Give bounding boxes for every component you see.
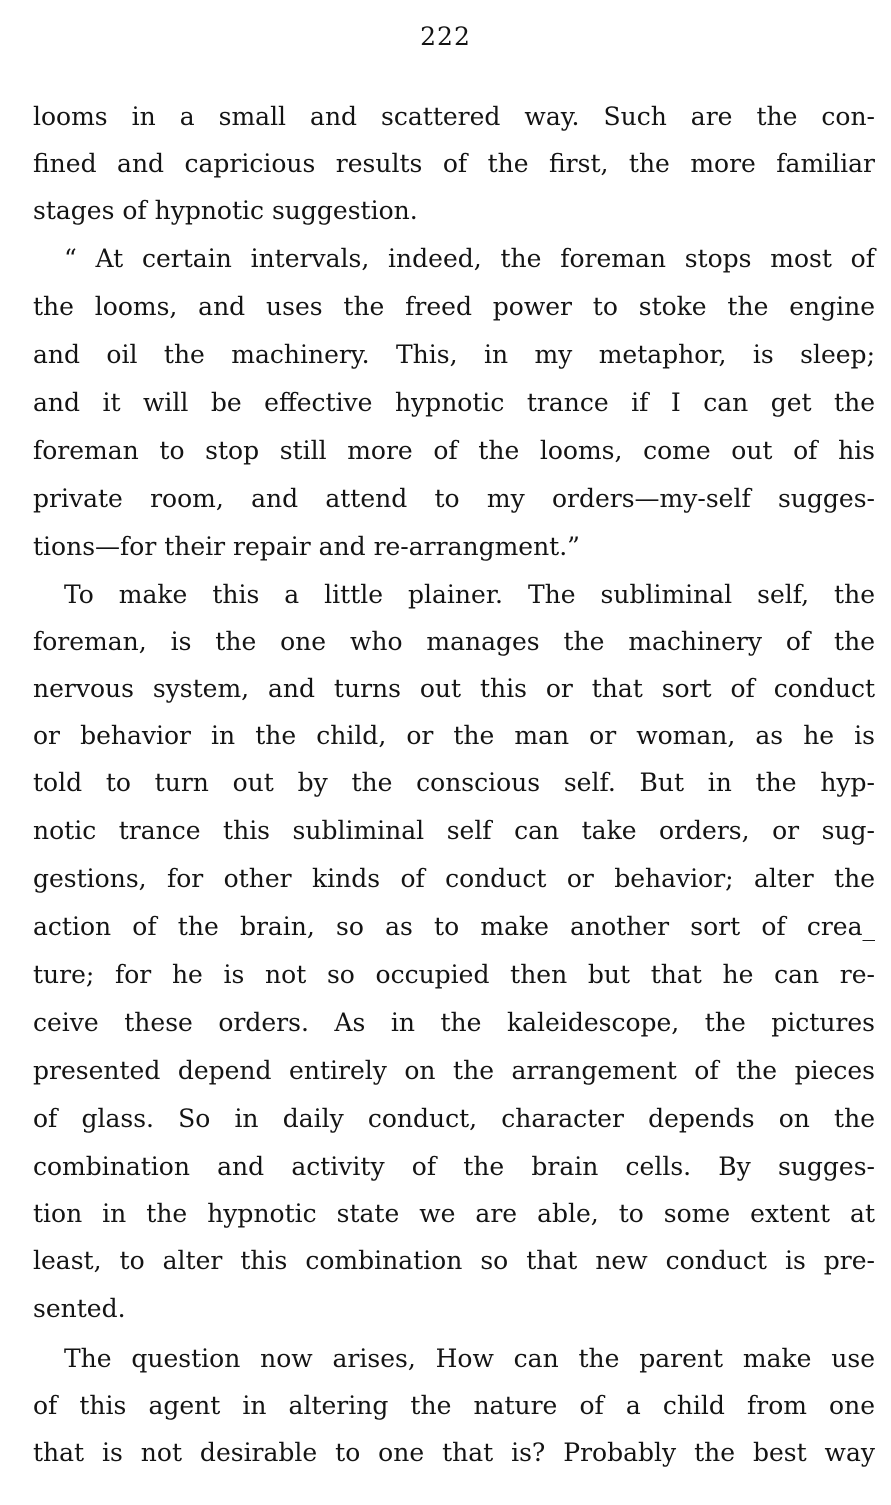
text-line: “ At certain intervals, indeed, the foreman stops most of	[64, 244, 875, 273]
text-line: that is not desirable to one that is? Probably the best way	[33, 1438, 875, 1467]
text-line: combination and activity of the brain cells. By sugges-	[33, 1152, 875, 1181]
text-line: looms in a small and scattered way. Such are the con-	[33, 102, 875, 131]
text-line: the looms, and uses the freed power to stoke the engine	[33, 292, 875, 321]
text-line: of glass. So in daily conduct, character depends on the	[33, 1104, 875, 1133]
text-line: The question now arises, How can the parent make use	[64, 1344, 875, 1373]
text-line: tions—for their repair and re-arrangment.”	[33, 532, 580, 561]
text-line: ture; for he is not so occupied then but that he can re-	[33, 960, 875, 989]
text-line: fined and capricious results of the first, the more familiar	[33, 149, 875, 178]
text-line: or behavior in the child, or the man or woman, as he is	[33, 721, 875, 750]
text-line: foreman to stop still more of the looms, come out of his	[33, 436, 875, 465]
page-number: 222	[420, 22, 471, 51]
text-line: ceive these orders. As in the kaleidescope, the pictures	[33, 1008, 875, 1037]
text-line: and oil the machinery. This, in my metaphor, is sleep;	[33, 340, 875, 369]
text-line: stages of hypnotic suggestion.	[33, 196, 418, 225]
text-line: tion in the hypnotic state we are able, to some extent at	[33, 1199, 875, 1228]
text-line: private room, and attend to my orders—my-self sugges-	[33, 484, 875, 513]
text-line: gestions, for other kinds of conduct or behavior; alter the	[33, 864, 875, 893]
text-line: action of the brain, so as to make another sort of crea_	[33, 912, 875, 941]
text-line: of this agent in altering the nature of a child from one	[33, 1391, 875, 1420]
text-line: nervous system, and turns out this or that sort of conduct	[33, 674, 875, 703]
text-line: foreman, is the one who manages the machinery of the	[33, 627, 875, 656]
text-line: sented.	[33, 1294, 126, 1323]
text-line: and it will be effective hypnotic trance if I can get the	[33, 388, 875, 417]
text-line: least, to alter this combination so that new conduct is pre-	[33, 1246, 875, 1275]
text-line: told to turn out by the conscious self. But in the hyp-	[33, 768, 875, 797]
text-line: To make this a little plainer. The subliminal self, the	[64, 580, 875, 609]
text-line: notic trance this subliminal self can take orders, or sug-	[33, 816, 875, 845]
text-line: presented depend entirely on the arrangement of the pieces	[33, 1056, 875, 1085]
